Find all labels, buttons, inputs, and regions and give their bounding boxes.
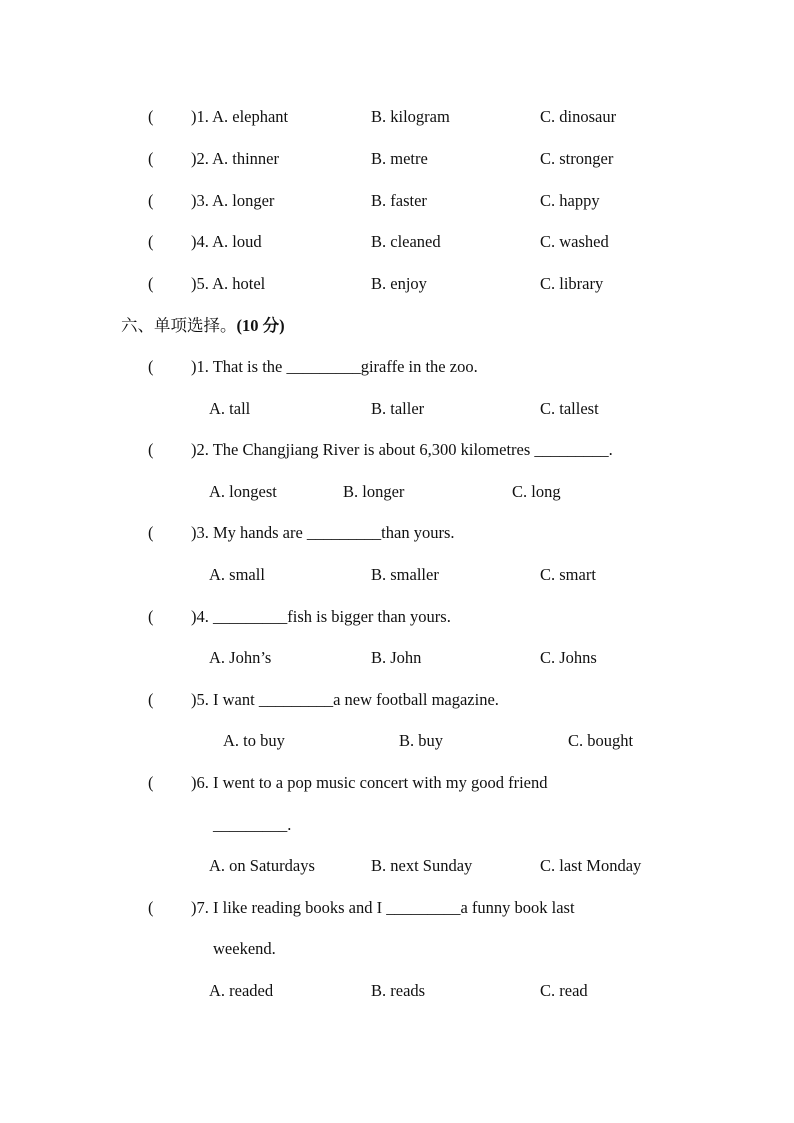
question-stem: )6. I went to a pop music concert with my good friend xyxy=(191,773,548,792)
answer-bracket: ( xyxy=(148,523,154,542)
option-a: )2. A. thinner xyxy=(191,149,279,168)
option-b: B. buy xyxy=(399,731,444,750)
question-stem: )7. I like reading books and I _________a funny book last xyxy=(191,898,575,917)
option-b: B. taller xyxy=(371,399,425,418)
option-a: A. longest xyxy=(209,482,277,501)
option-a: )1. A. elephant xyxy=(191,107,289,126)
option-c: C. washed xyxy=(540,232,609,251)
option-c: C. read xyxy=(540,981,588,1000)
question-stem: )1. That is the _________giraffe in the zoo. xyxy=(191,357,478,376)
option-c: C. dinosaur xyxy=(540,107,617,126)
question-stem: )3. My hands are _________than yours. xyxy=(191,523,455,542)
option-c: C. tallest xyxy=(540,399,599,418)
question-stem-continued: _________. xyxy=(213,815,292,834)
option-c: C. last Monday xyxy=(540,856,642,875)
answer-bracket: ( xyxy=(148,690,154,709)
option-b: B. next Sunday xyxy=(371,856,473,875)
option-c: C. library xyxy=(540,274,604,293)
option-b: B. reads xyxy=(371,981,426,1000)
option-a: )5. A. hotel xyxy=(191,274,266,293)
answer-bracket: ( xyxy=(148,232,154,251)
answer-bracket: ( xyxy=(148,149,154,168)
answer-bracket: ( xyxy=(148,898,154,917)
option-b: B. metre xyxy=(371,149,428,168)
section-score: (10 分) xyxy=(236,316,285,335)
option-a: A. John’s xyxy=(209,648,272,667)
option-b: B. kilogram xyxy=(371,107,450,126)
option-a: )3. A. longer xyxy=(191,191,275,210)
question-stem: )5. I want _________a new football magazine. xyxy=(191,690,499,709)
option-a: A. readed xyxy=(209,981,274,1000)
answer-bracket: ( xyxy=(148,107,154,126)
option-a: A. tall xyxy=(209,399,251,418)
option-b: B. enjoy xyxy=(371,274,427,293)
option-a: A. to buy xyxy=(223,731,285,750)
question-stem: )2. The Changjiang River is about 6,300 kilometres _________. xyxy=(191,440,613,459)
answer-bracket: ( xyxy=(148,274,154,293)
option-b: B. longer xyxy=(343,482,405,501)
option-a: )4. A. loud xyxy=(191,232,262,251)
option-b: B. cleaned xyxy=(371,232,441,251)
question-stem: )4. _________fish is bigger than yours. xyxy=(191,607,451,626)
option-c: C. smart xyxy=(540,565,596,584)
option-c: C. bought xyxy=(568,731,634,750)
option-c: C. long xyxy=(512,482,561,501)
option-b: B. faster xyxy=(371,191,427,210)
answer-bracket: ( xyxy=(148,357,154,376)
option-b: B. John xyxy=(371,648,422,667)
option-b: B. smaller xyxy=(371,565,439,584)
answer-bracket: ( xyxy=(148,191,154,210)
option-a: A. on Saturdays xyxy=(209,856,315,875)
answer-bracket: ( xyxy=(148,773,154,792)
option-c: C. stronger xyxy=(540,149,614,168)
question-stem-continued: weekend. xyxy=(213,939,276,958)
section-title: 六、单项选择。 xyxy=(121,316,237,335)
answer-bracket: ( xyxy=(148,440,154,459)
answer-bracket: ( xyxy=(148,607,154,626)
option-c: C. Johns xyxy=(540,648,597,667)
option-c: C. happy xyxy=(540,191,600,210)
section-heading xyxy=(121,316,285,336)
option-a: A. small xyxy=(209,565,265,584)
